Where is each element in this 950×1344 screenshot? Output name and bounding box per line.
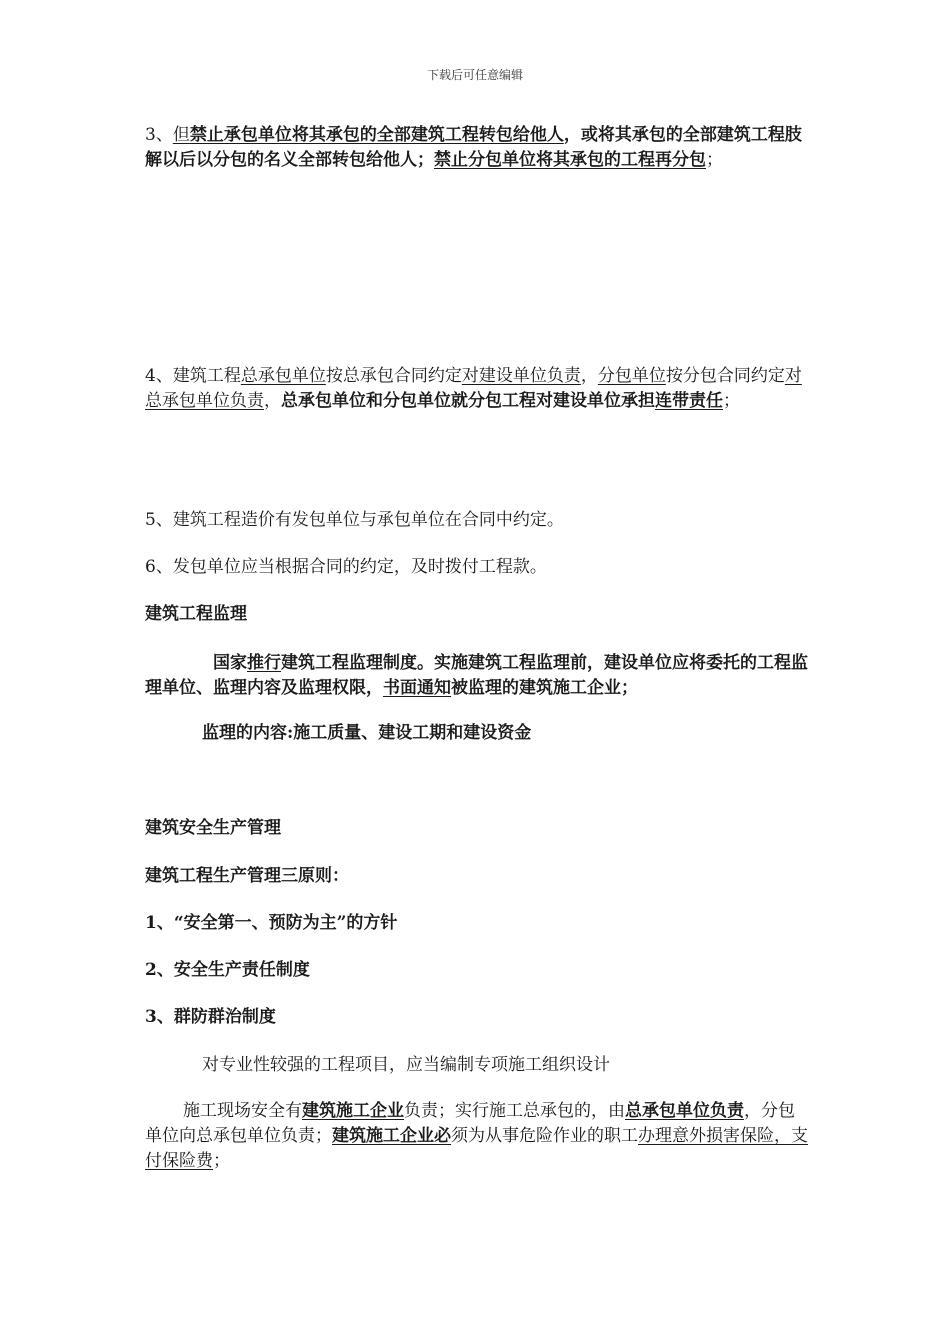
bold-underlined-text: 建筑施工企业必	[332, 1126, 451, 1146]
principle-item-1: 1、“安全第一、预防为主”的方针	[145, 913, 398, 933]
text-run: 须为从事危险作业的职工	[451, 1126, 638, 1146]
text-run: ，	[264, 391, 281, 411]
text-run: ；	[213, 1151, 230, 1171]
text-run: 3、	[145, 125, 173, 145]
special-design-paragraph: 对专业性较强的工程项目，应当编制专项施工组织设计	[202, 1055, 610, 1075]
text-run: 施工现场安全有	[183, 1101, 302, 1121]
bold-text: ，或将其承包的全部建筑工程肢解以后以分包的名义全部转包给他人；	[145, 125, 802, 170]
underlined-text: 对总承包单位负责	[145, 366, 802, 411]
site-safety-paragraph	[145, 1099, 810, 1174]
bold-text: 建筑工程监理制度。实施建筑工程监理前，建设单位应将委托的工程监理单位、监理内容及监理权限，	[145, 653, 808, 698]
underlined-text: 对建设单位负责	[461, 366, 581, 386]
section-heading-supervision: 建筑工程监理	[145, 604, 247, 624]
bold-text: 国家	[213, 653, 247, 673]
principle-item-3: 3、群防群治制度	[145, 1007, 276, 1027]
underlined-text: 办理意外损害保险，支付保险费	[145, 1126, 808, 1171]
bold-underlined-text: 书面通知	[383, 678, 451, 698]
bold-text: 被监理的建筑施工企业；	[451, 678, 638, 698]
bold-underlined-text: 建筑施工企业	[302, 1101, 404, 1121]
text-run: ；	[723, 391, 740, 411]
text-run: 按分包合同约定	[665, 366, 785, 386]
text-run: ，分包单位向总承包单位负责；	[145, 1101, 795, 1146]
bold-underlined-text: 连带责任	[655, 391, 723, 411]
text-run: ，	[580, 366, 598, 386]
page-header: 下载后可任意编辑	[426, 68, 523, 82]
bold-text: 总承包单位和分包单位就分包工程对建设单位承担	[281, 391, 655, 411]
text-run: ；	[706, 150, 723, 170]
text-run: 负责；实行施工总承包的，由	[404, 1101, 625, 1121]
underlined-text: 但	[172, 125, 190, 145]
bold-underlined-text: 禁止分包单位将其承包的工程再分包	[434, 150, 706, 170]
item-3-paragraph	[145, 123, 810, 173]
text-run: 按总承包合同约定	[325, 366, 462, 386]
underlined-text: 分包单位	[597, 366, 666, 386]
principle-item-2: 2、安全生产责任制度	[145, 960, 310, 980]
section-heading-safety: 建筑安全生产管理	[145, 818, 281, 838]
text-run: 4、建筑工程	[145, 366, 241, 386]
supervision-paragraph	[145, 651, 810, 701]
item-5-paragraph: 5、建筑工程造价有发包单位与承包单位在合同中约定。	[145, 510, 564, 530]
bold-underlined-text: 禁止承包单位将其承包的全部建筑工程转包给他人	[189, 125, 564, 145]
item-6-paragraph: 6、发包单位应当根据合同的约定，及时拨付工程款。	[145, 557, 547, 577]
supervision-content: 监理的内容:施工质量、建设工期和建设资金	[202, 723, 532, 743]
item-4-paragraph	[145, 364, 810, 414]
bold-underlined-text: 总承包单位负责	[625, 1101, 744, 1121]
underlined-text: 总承包单位	[240, 366, 326, 386]
bold-underlined-text: 推行	[247, 653, 281, 673]
principles-title: 建筑工程生产管理三原则：	[145, 866, 349, 886]
